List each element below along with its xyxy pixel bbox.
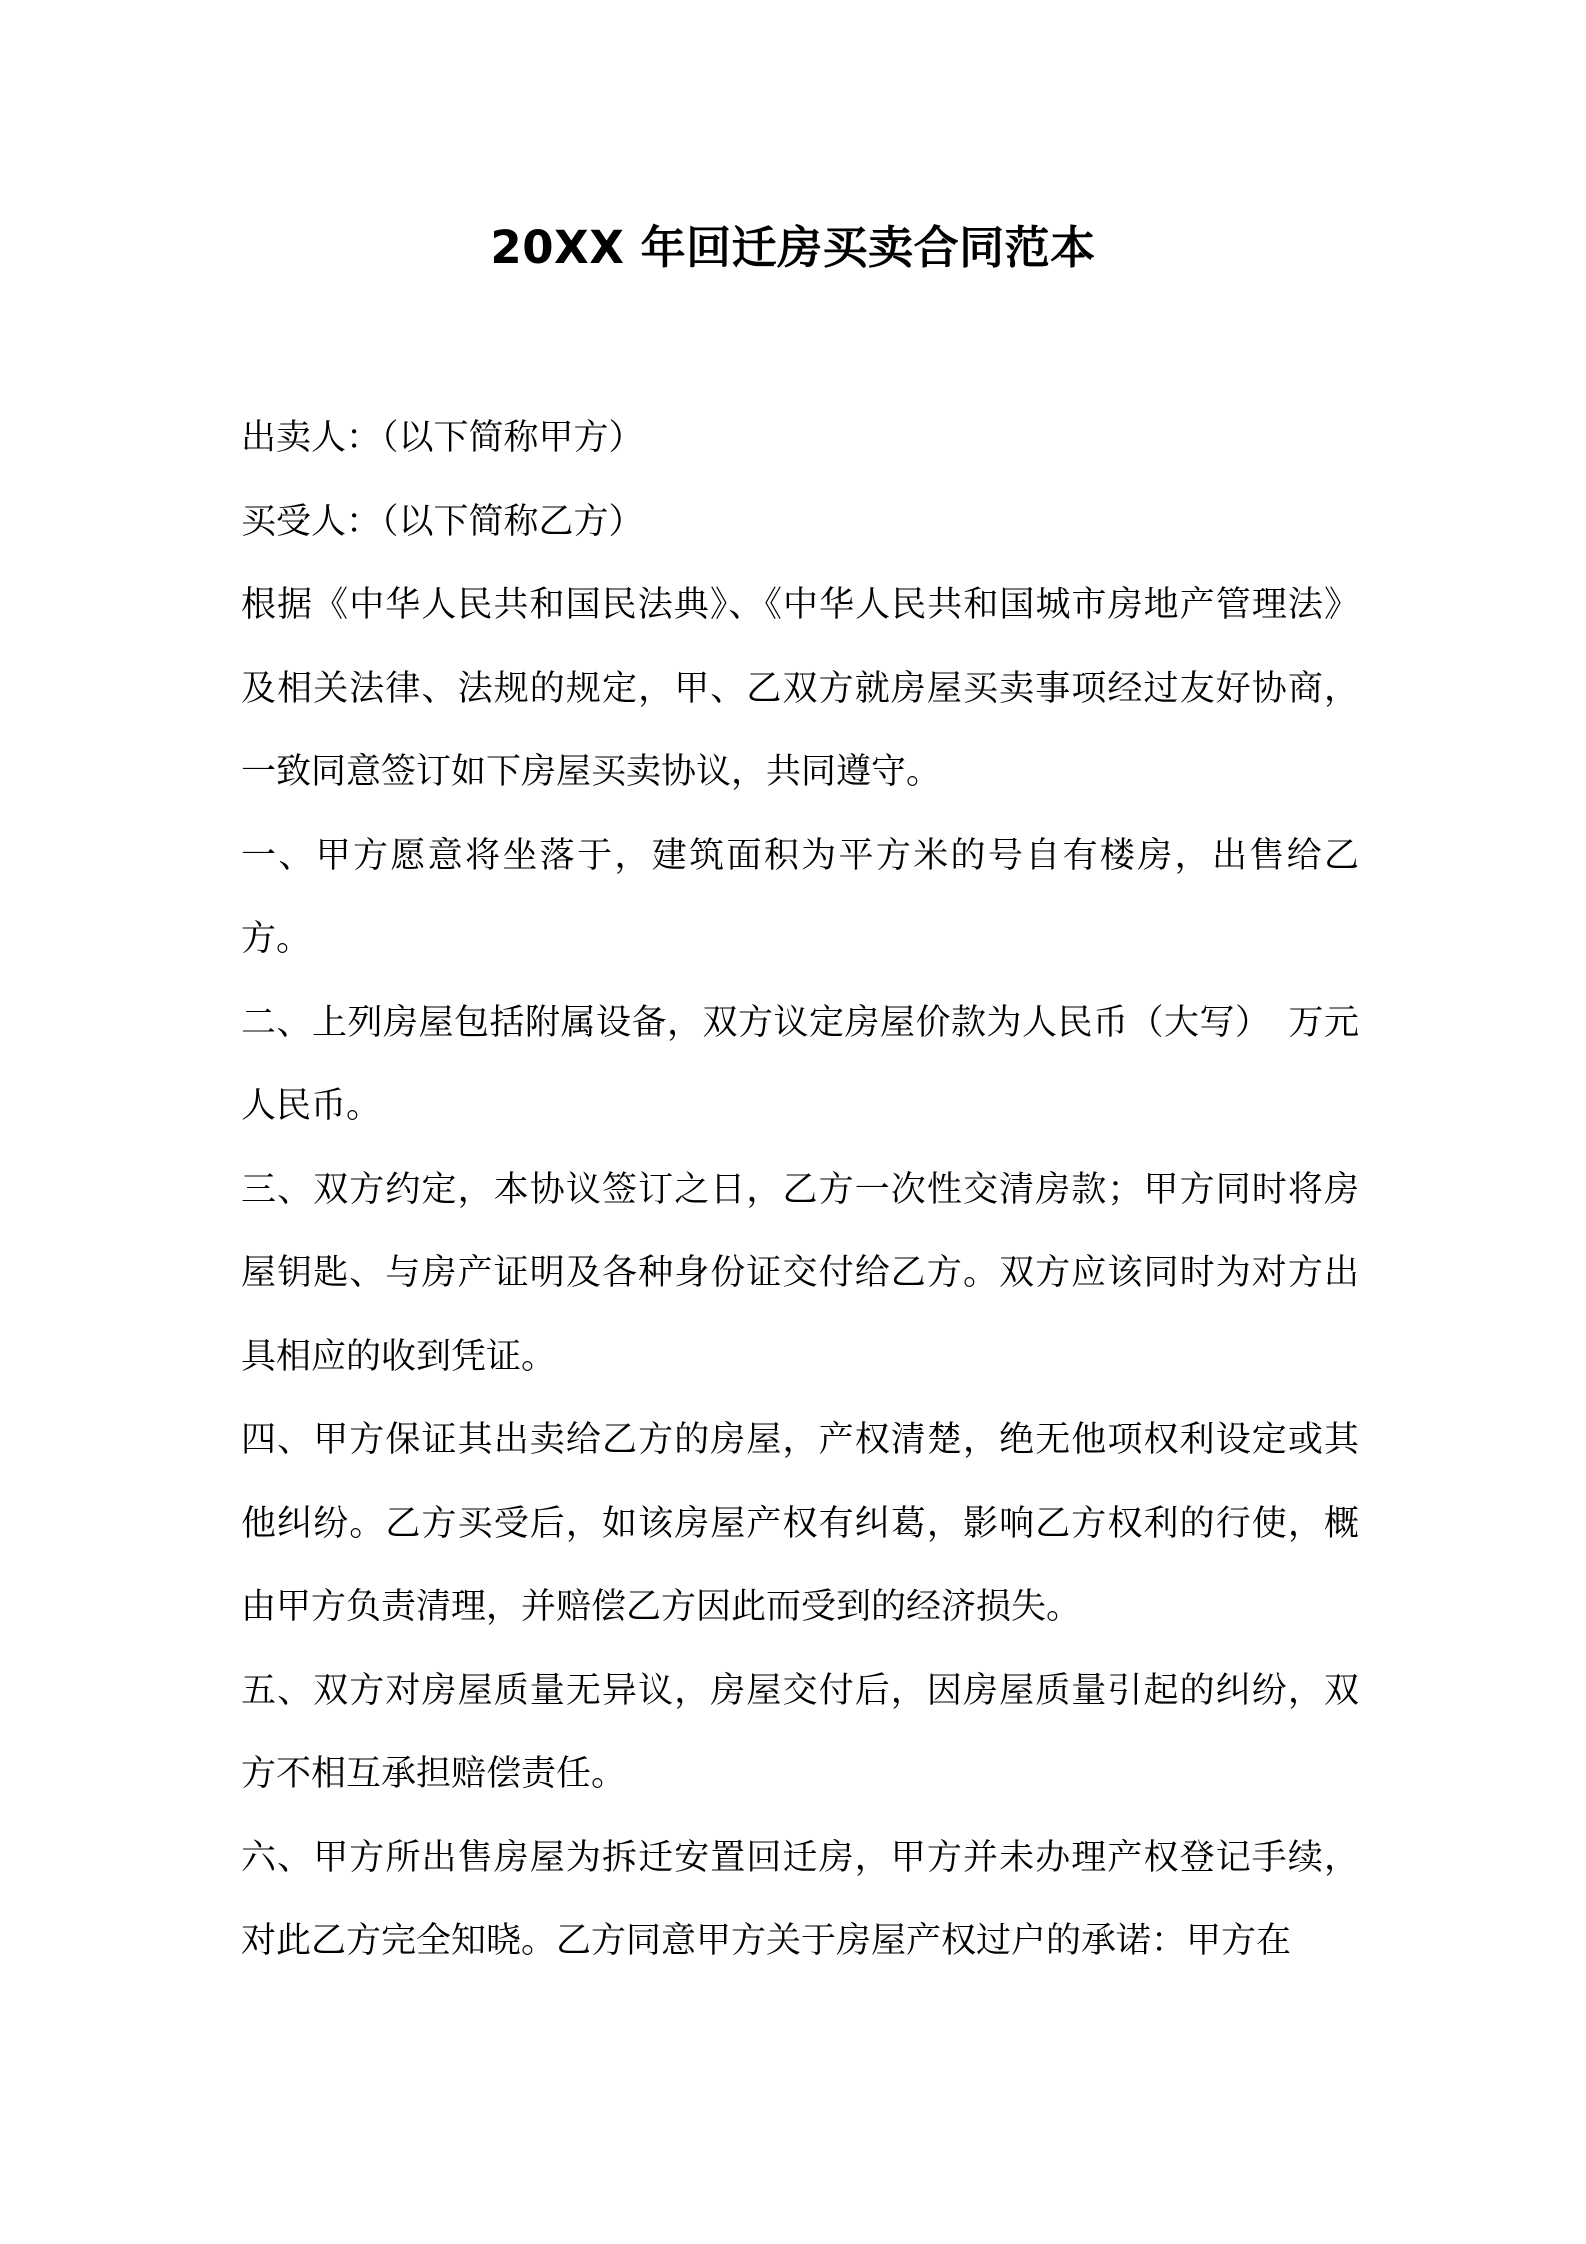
buyer-line: 买受人：（以下简称乙方） bbox=[241, 501, 644, 542]
clause-3: 三、双方约定，本协议签订之日，乙方一次性交清房款；甲方同时将房屋钥匙、与房产证明及各种身份证交付给乙方。双方应该同时为对方出具相应的收到凭证。 bbox=[241, 1169, 1359, 1377]
document-body bbox=[241, 397, 1359, 1984]
preamble-paragraph: 根据《中华人民共和国民法典》、《中华人民共和国城市房地产管理法》及相关法律、法规的规定，甲、乙双方就房屋买卖事项经过友好协商，一致同意签订如下房屋买卖协议，共同遵守。 bbox=[241, 585, 1359, 792]
document-title: 20XX 年回迁房买卖合同范本 bbox=[490, 221, 1096, 274]
clause-5: 五、双方对房屋质量无异议，房屋交付后，因房屋质量引起的纠纷，双方不相互承担赔偿责任。 bbox=[241, 1670, 1359, 1794]
clause-6: 六、甲方所出售房屋为拆迁安置回迁房，甲方并未办理产权登记手续，对此乙方完全知晓。乙方同意甲方关于房屋产权过户的承诺：甲方在 bbox=[241, 1837, 1359, 1961]
clause-4: 四、甲方保证其出卖给乙方的房屋，产权清楚，绝无他项权利设定或其他纠纷。乙方买受后，如该房屋产权有纠葛，影响乙方权利的行使，概由甲方负责清理，并赔偿乙方因此而受到的经济损失。 bbox=[241, 1420, 1359, 1627]
seller-line: 出卖人：（以下简称甲方） bbox=[241, 418, 644, 458]
clause-2: 二、上列房屋包括附属设备，双方议定房屋价款为人民币（大写） 万元人民币。 bbox=[241, 1002, 1359, 1126]
clause-1: 一、甲方愿意将坐落于，建筑面积为平方米的号自有楼房，出售给乙方。 bbox=[241, 835, 1359, 959]
